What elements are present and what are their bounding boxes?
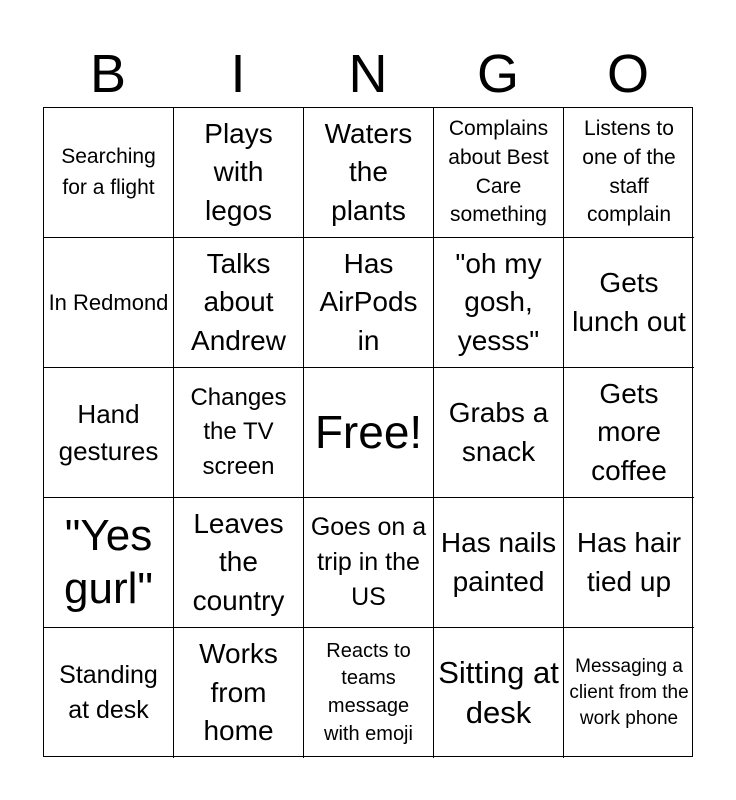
bingo-header [43,40,693,108]
bingo-cell[interactable]: Complains about Best Care something [434,108,564,238]
bingo-cell[interactable]: Plays with legos [174,108,304,238]
bingo-cell[interactable]: Hand gestures [44,368,174,498]
bingo-cell[interactable]: "Yes gurl" [44,498,174,628]
bingo-cell[interactable]: Leaves the country [174,498,304,628]
header-letter-b: B [89,44,127,104]
bingo-cell[interactable]: In Redmond [44,238,174,368]
bingo-cell[interactable]: Grabs a snack [434,368,564,498]
bingo-cell[interactable]: Gets lunch out [564,238,694,368]
bingo-cell[interactable]: Has nails painted [434,498,564,628]
bingo-cell[interactable]: Searching for a flight [44,108,174,238]
bingo-cell[interactable]: Sitting at desk [434,628,564,758]
bingo-cell[interactable]: Changes the TV screen [174,368,304,498]
free-space-cell[interactable]: Free! [304,368,434,498]
bingo-cell[interactable]: Has AirPods in [304,238,434,368]
bingo-cell[interactable]: "oh my gosh, yesss" [434,238,564,368]
bingo-cell[interactable]: Gets more coffee [564,368,694,498]
bingo-cell[interactable]: Messaging a client from the work phone [569,655,689,730]
header-letter-i: I [230,44,246,104]
header-letter-n: N [348,44,388,104]
bingo-cell[interactable]: Goes on a trip in the US [304,498,434,628]
bingo-cell[interactable]: Works from home [174,628,304,758]
bingo-card-grid [43,107,693,757]
bingo-cell[interactable]: Listens to one of the staff complain [564,108,694,238]
header-letter-g: G [476,44,519,104]
bingo-cell[interactable]: Reacts to teams message with emoji [304,628,434,758]
bingo-cell[interactable]: Standing at desk [44,628,174,758]
bingo-cell[interactable]: Has hair tied up [564,498,694,628]
header-letter-o: O [606,44,649,104]
bingo-cell[interactable]: Talks about Andrew [174,238,304,368]
bingo-cell[interactable]: Waters the plants [304,108,434,238]
